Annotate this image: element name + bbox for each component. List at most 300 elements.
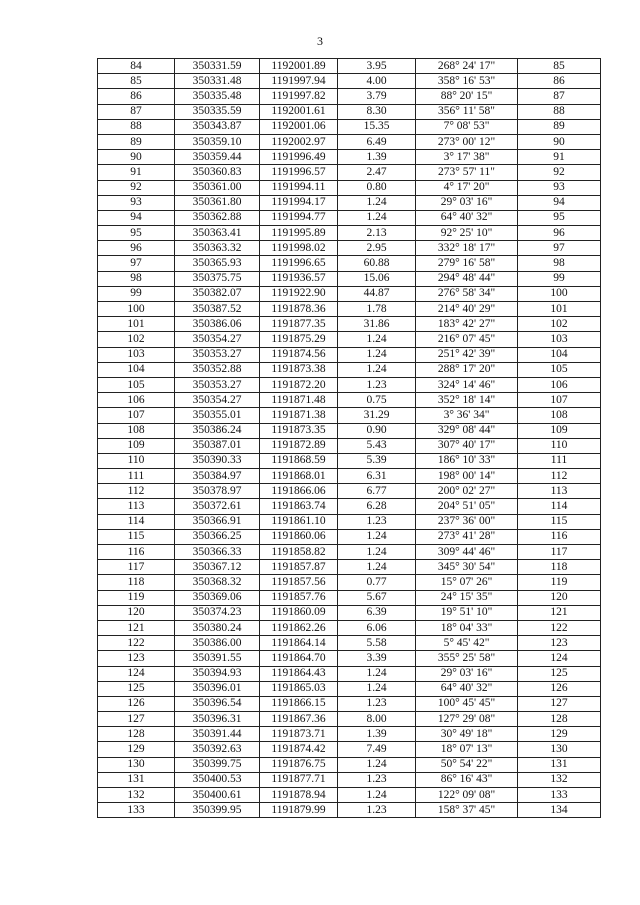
bearing-cell: 4° 17' 20" xyxy=(416,180,518,195)
y-coordinate-cell: 1191872.20 xyxy=(260,377,338,392)
y-coordinate-cell: 1191865.03 xyxy=(260,681,338,696)
y-coordinate-cell: 1191877.35 xyxy=(260,317,338,332)
table-row xyxy=(98,241,601,256)
distance-cell: 1.23 xyxy=(338,772,416,787)
y-coordinate-cell: 1192001.89 xyxy=(260,59,338,74)
point-number-cell: 96 xyxy=(98,241,175,256)
distance-cell: 1.24 xyxy=(338,332,416,347)
point-number-cell: 105 xyxy=(98,377,175,392)
y-coordinate-cell: 1191873.71 xyxy=(260,727,338,742)
next-point-cell: 125 xyxy=(518,666,601,681)
next-point-cell: 118 xyxy=(518,560,601,575)
point-number-cell: 129 xyxy=(98,742,175,757)
next-point-cell: 131 xyxy=(518,757,601,772)
distance-cell: 8.30 xyxy=(338,104,416,119)
bearing-cell: 158° 37' 45" xyxy=(416,803,518,818)
bearing-cell: 88° 20' 15" xyxy=(416,89,518,104)
distance-cell: 6.06 xyxy=(338,620,416,635)
next-point-cell: 127 xyxy=(518,696,601,711)
x-coordinate-cell: 350355.01 xyxy=(175,408,260,423)
distance-cell: 1.23 xyxy=(338,377,416,392)
y-coordinate-cell: 1191997.94 xyxy=(260,74,338,89)
bearing-cell: 273° 41' 28" xyxy=(416,529,518,544)
x-coordinate-cell: 350375.75 xyxy=(175,271,260,286)
bearing-cell: 294° 48' 44" xyxy=(416,271,518,286)
distance-cell: 1.39 xyxy=(338,727,416,742)
point-number-cell: 84 xyxy=(98,59,175,74)
point-number-cell: 111 xyxy=(98,469,175,484)
distance-cell: 31.29 xyxy=(338,408,416,423)
page-number: 3 xyxy=(317,34,323,48)
distance-cell: 5.67 xyxy=(338,590,416,605)
point-number-cell: 104 xyxy=(98,362,175,377)
next-point-cell: 120 xyxy=(518,590,601,605)
distance-cell: 1.24 xyxy=(338,529,416,544)
distance-cell: 0.77 xyxy=(338,575,416,590)
x-coordinate-cell: 350366.91 xyxy=(175,514,260,529)
table-row xyxy=(98,742,601,757)
bearing-cell: 127° 29' 08" xyxy=(416,712,518,727)
next-point-cell: 119 xyxy=(518,575,601,590)
table-row xyxy=(98,757,601,772)
next-point-cell: 106 xyxy=(518,377,601,392)
table-row xyxy=(98,256,601,271)
next-point-cell: 130 xyxy=(518,742,601,757)
next-point-cell: 113 xyxy=(518,484,601,499)
point-number-cell: 131 xyxy=(98,772,175,787)
table-row xyxy=(98,803,601,818)
y-coordinate-cell: 1191994.17 xyxy=(260,195,338,210)
point-number-cell: 127 xyxy=(98,712,175,727)
bearing-cell: 214° 40' 29" xyxy=(416,302,518,317)
x-coordinate-cell: 350374.23 xyxy=(175,605,260,620)
x-coordinate-cell: 350400.53 xyxy=(175,772,260,787)
y-coordinate-cell: 1191867.36 xyxy=(260,712,338,727)
x-coordinate-cell: 350359.10 xyxy=(175,134,260,149)
table-row xyxy=(98,165,601,180)
bearing-cell: 237° 36' 00" xyxy=(416,514,518,529)
y-coordinate-cell: 1191875.29 xyxy=(260,332,338,347)
point-number-cell: 94 xyxy=(98,210,175,225)
x-coordinate-cell: 350361.00 xyxy=(175,180,260,195)
distance-cell: 1.24 xyxy=(338,362,416,377)
bearing-cell: 309° 44' 46" xyxy=(416,545,518,560)
table-row xyxy=(98,605,601,620)
y-coordinate-cell: 1191994.11 xyxy=(260,180,338,195)
bearing-cell: 200° 02' 27" xyxy=(416,484,518,499)
next-point-cell: 94 xyxy=(518,195,601,210)
x-coordinate-cell: 350368.32 xyxy=(175,575,260,590)
bearing-cell: 30° 49' 18" xyxy=(416,727,518,742)
point-number-cell: 92 xyxy=(98,180,175,195)
table-row xyxy=(98,408,601,423)
point-number-cell: 113 xyxy=(98,499,175,514)
point-number-cell: 93 xyxy=(98,195,175,210)
distance-cell: 2.95 xyxy=(338,241,416,256)
point-number-cell: 133 xyxy=(98,803,175,818)
bearing-cell: 7° 08' 53" xyxy=(416,119,518,134)
point-number-cell: 132 xyxy=(98,788,175,803)
x-coordinate-cell: 350399.75 xyxy=(175,757,260,772)
distance-cell: 4.00 xyxy=(338,74,416,89)
table-row xyxy=(98,423,601,438)
y-coordinate-cell: 1191868.01 xyxy=(260,469,338,484)
bearing-cell: 24° 15' 35" xyxy=(416,590,518,605)
table-row xyxy=(98,772,601,787)
point-number-cell: 102 xyxy=(98,332,175,347)
point-number-cell: 124 xyxy=(98,666,175,681)
bearing-cell: 276° 58' 34" xyxy=(416,286,518,301)
next-point-cell: 109 xyxy=(518,423,601,438)
x-coordinate-cell: 350362.88 xyxy=(175,210,260,225)
next-point-cell: 132 xyxy=(518,772,601,787)
y-coordinate-cell: 1191996.65 xyxy=(260,256,338,271)
bearing-cell: 19° 51' 10" xyxy=(416,605,518,620)
distance-cell: 3.79 xyxy=(338,89,416,104)
x-coordinate-cell: 350343.87 xyxy=(175,119,260,134)
distance-cell: 6.28 xyxy=(338,499,416,514)
distance-cell: 1.39 xyxy=(338,150,416,165)
x-coordinate-cell: 350387.01 xyxy=(175,438,260,453)
next-point-cell: 121 xyxy=(518,605,601,620)
x-coordinate-cell: 350400.61 xyxy=(175,788,260,803)
bearing-cell: 100° 45' 45" xyxy=(416,696,518,711)
bearing-cell: 29° 03' 16" xyxy=(416,195,518,210)
distance-cell: 0.80 xyxy=(338,180,416,195)
y-coordinate-cell: 1191876.75 xyxy=(260,757,338,772)
point-number-cell: 98 xyxy=(98,271,175,286)
distance-cell: 3.39 xyxy=(338,651,416,666)
next-point-cell: 97 xyxy=(518,241,601,256)
x-coordinate-cell: 350386.06 xyxy=(175,317,260,332)
point-number-cell: 107 xyxy=(98,408,175,423)
point-number-cell: 108 xyxy=(98,423,175,438)
bearing-cell: 329° 08' 44" xyxy=(416,423,518,438)
point-number-cell: 101 xyxy=(98,317,175,332)
bearing-cell: 204° 51' 05" xyxy=(416,499,518,514)
table-row xyxy=(98,317,601,332)
table-row xyxy=(98,727,601,742)
y-coordinate-cell: 1191857.76 xyxy=(260,590,338,605)
distance-cell: 0.90 xyxy=(338,423,416,438)
next-point-cell: 122 xyxy=(518,620,601,635)
table-row xyxy=(98,712,601,727)
distance-cell: 2.47 xyxy=(338,165,416,180)
x-coordinate-cell: 350396.31 xyxy=(175,712,260,727)
distance-cell: 44.87 xyxy=(338,286,416,301)
distance-cell: 1.24 xyxy=(338,195,416,210)
point-number-cell: 100 xyxy=(98,302,175,317)
y-coordinate-cell: 1191879.99 xyxy=(260,803,338,818)
distance-cell: 3.95 xyxy=(338,59,416,74)
table-row xyxy=(98,210,601,225)
distance-cell: 5.43 xyxy=(338,438,416,453)
x-coordinate-cell: 350366.25 xyxy=(175,529,260,544)
table-row xyxy=(98,332,601,347)
x-coordinate-cell: 350391.55 xyxy=(175,651,260,666)
y-coordinate-cell: 1191996.57 xyxy=(260,165,338,180)
point-number-cell: 109 xyxy=(98,438,175,453)
distance-cell: 5.39 xyxy=(338,453,416,468)
x-coordinate-cell: 350359.44 xyxy=(175,150,260,165)
table-row xyxy=(98,636,601,651)
next-point-cell: 95 xyxy=(518,210,601,225)
distance-cell: 1.24 xyxy=(338,545,416,560)
x-coordinate-cell: 350387.52 xyxy=(175,302,260,317)
distance-cell: 1.23 xyxy=(338,696,416,711)
x-coordinate-cell: 350369.06 xyxy=(175,590,260,605)
next-point-cell: 129 xyxy=(518,727,601,742)
point-number-cell: 97 xyxy=(98,256,175,271)
next-point-cell: 99 xyxy=(518,271,601,286)
bearing-cell: 324° 14' 46" xyxy=(416,377,518,392)
coordinates-table xyxy=(97,58,601,818)
table-row xyxy=(98,560,601,575)
table-row xyxy=(98,150,601,165)
table-row xyxy=(98,651,601,666)
bearing-cell: 216° 07' 45" xyxy=(416,332,518,347)
next-point-cell: 124 xyxy=(518,651,601,666)
y-coordinate-cell: 1191874.42 xyxy=(260,742,338,757)
point-number-cell: 120 xyxy=(98,605,175,620)
bearing-cell: 279° 16' 58" xyxy=(416,256,518,271)
x-coordinate-cell: 350353.27 xyxy=(175,347,260,362)
x-coordinate-cell: 350386.00 xyxy=(175,636,260,651)
next-point-cell: 96 xyxy=(518,226,601,241)
bearing-cell: 268° 24' 17" xyxy=(416,59,518,74)
distance-cell: 6.31 xyxy=(338,469,416,484)
bearing-cell: 3° 17' 38" xyxy=(416,150,518,165)
distance-cell: 60.88 xyxy=(338,256,416,271)
next-point-cell: 98 xyxy=(518,256,601,271)
y-coordinate-cell: 1191994.77 xyxy=(260,210,338,225)
x-coordinate-cell: 350353.27 xyxy=(175,377,260,392)
next-point-cell: 134 xyxy=(518,803,601,818)
table-row xyxy=(98,788,601,803)
distance-cell: 1.23 xyxy=(338,803,416,818)
y-coordinate-cell: 1191857.87 xyxy=(260,560,338,575)
distance-cell: 1.78 xyxy=(338,302,416,317)
point-number-cell: 123 xyxy=(98,651,175,666)
x-coordinate-cell: 350363.32 xyxy=(175,241,260,256)
bearing-cell: 92° 25' 10" xyxy=(416,226,518,241)
distance-cell: 1.24 xyxy=(338,788,416,803)
table-row xyxy=(98,575,601,590)
point-number-cell: 99 xyxy=(98,286,175,301)
table-row xyxy=(98,590,601,605)
next-point-cell: 102 xyxy=(518,317,601,332)
next-point-cell: 105 xyxy=(518,362,601,377)
point-number-cell: 117 xyxy=(98,560,175,575)
y-coordinate-cell: 1191858.82 xyxy=(260,545,338,560)
distance-cell: 1.24 xyxy=(338,666,416,681)
bearing-cell: 183° 42' 27" xyxy=(416,317,518,332)
table-row xyxy=(98,377,601,392)
x-coordinate-cell: 350365.93 xyxy=(175,256,260,271)
point-number-cell: 103 xyxy=(98,347,175,362)
point-number-cell: 110 xyxy=(98,453,175,468)
next-point-cell: 123 xyxy=(518,636,601,651)
y-coordinate-cell: 1191874.56 xyxy=(260,347,338,362)
distance-cell: 1.24 xyxy=(338,210,416,225)
y-coordinate-cell: 1191861.10 xyxy=(260,514,338,529)
table-row xyxy=(98,453,601,468)
y-coordinate-cell: 1191857.56 xyxy=(260,575,338,590)
x-coordinate-cell: 350352.88 xyxy=(175,362,260,377)
point-number-cell: 106 xyxy=(98,393,175,408)
next-point-cell: 86 xyxy=(518,74,601,89)
distance-cell: 31.86 xyxy=(338,317,416,332)
x-coordinate-cell: 350335.59 xyxy=(175,104,260,119)
table-row xyxy=(98,119,601,134)
bearing-cell: 18° 04' 33" xyxy=(416,620,518,635)
bearing-cell: 5° 45' 42" xyxy=(416,636,518,651)
bearing-cell: 358° 16' 53" xyxy=(416,74,518,89)
point-number-cell: 91 xyxy=(98,165,175,180)
x-coordinate-cell: 350363.41 xyxy=(175,226,260,241)
distance-cell: 5.58 xyxy=(338,636,416,651)
point-number-cell: 89 xyxy=(98,134,175,149)
y-coordinate-cell: 1191864.14 xyxy=(260,636,338,651)
y-coordinate-cell: 1191995.89 xyxy=(260,226,338,241)
point-number-cell: 90 xyxy=(98,150,175,165)
point-number-cell: 130 xyxy=(98,757,175,772)
y-coordinate-cell: 1191860.09 xyxy=(260,605,338,620)
next-point-cell: 117 xyxy=(518,545,601,560)
next-point-cell: 89 xyxy=(518,119,601,134)
y-coordinate-cell: 1191936.57 xyxy=(260,271,338,286)
bearing-cell: 122° 09' 08" xyxy=(416,788,518,803)
distance-cell: 1.24 xyxy=(338,560,416,575)
y-coordinate-cell: 1192002.97 xyxy=(260,134,338,149)
table-row xyxy=(98,681,601,696)
x-coordinate-cell: 350335.48 xyxy=(175,89,260,104)
y-coordinate-cell: 1192001.61 xyxy=(260,104,338,119)
point-number-cell: 122 xyxy=(98,636,175,651)
y-coordinate-cell: 1191871.48 xyxy=(260,393,338,408)
bearing-cell: 273° 57' 11" xyxy=(416,165,518,180)
table-row xyxy=(98,195,601,210)
y-coordinate-cell: 1191997.82 xyxy=(260,89,338,104)
bearing-cell: 29° 03' 16" xyxy=(416,666,518,681)
next-point-cell: 85 xyxy=(518,59,601,74)
distance-cell: 6.77 xyxy=(338,484,416,499)
table-row xyxy=(98,545,601,560)
y-coordinate-cell: 1191866.15 xyxy=(260,696,338,711)
x-coordinate-cell: 350391.44 xyxy=(175,727,260,742)
next-point-cell: 111 xyxy=(518,453,601,468)
table-row xyxy=(98,180,601,195)
x-coordinate-cell: 350331.59 xyxy=(175,59,260,74)
table-row xyxy=(98,514,601,529)
x-coordinate-cell: 350361.80 xyxy=(175,195,260,210)
next-point-cell: 100 xyxy=(518,286,601,301)
point-number-cell: 121 xyxy=(98,620,175,635)
table-row xyxy=(98,226,601,241)
bearing-cell: 3° 36' 34" xyxy=(416,408,518,423)
y-coordinate-cell: 1191864.43 xyxy=(260,666,338,681)
point-number-cell: 112 xyxy=(98,484,175,499)
table-row xyxy=(98,484,601,499)
x-coordinate-cell: 350394.93 xyxy=(175,666,260,681)
distance-cell: 1.23 xyxy=(338,514,416,529)
distance-cell: 7.49 xyxy=(338,742,416,757)
bearing-cell: 86° 16' 43" xyxy=(416,772,518,787)
table-row xyxy=(98,134,601,149)
distance-cell: 15.35 xyxy=(338,119,416,134)
table-row xyxy=(98,347,601,362)
table-row xyxy=(98,362,601,377)
bearing-cell: 352° 18' 14" xyxy=(416,393,518,408)
bearing-cell: 186° 10' 33" xyxy=(416,453,518,468)
table-row xyxy=(98,393,601,408)
table-row xyxy=(98,438,601,453)
point-number-cell: 85 xyxy=(98,74,175,89)
table-row xyxy=(98,666,601,681)
x-coordinate-cell: 350382.07 xyxy=(175,286,260,301)
distance-cell: 1.24 xyxy=(338,757,416,772)
table-row xyxy=(98,59,601,74)
y-coordinate-cell: 1191860.06 xyxy=(260,529,338,544)
next-point-cell: 104 xyxy=(518,347,601,362)
table-row xyxy=(98,271,601,286)
distance-cell: 6.39 xyxy=(338,605,416,620)
x-coordinate-cell: 350366.33 xyxy=(175,545,260,560)
y-coordinate-cell: 1191996.49 xyxy=(260,150,338,165)
bearing-cell: 273° 00' 12" xyxy=(416,134,518,149)
y-coordinate-cell: 1191877.71 xyxy=(260,772,338,787)
next-point-cell: 114 xyxy=(518,499,601,514)
point-number-cell: 126 xyxy=(98,696,175,711)
table-row xyxy=(98,286,601,301)
distance-cell: 1.24 xyxy=(338,681,416,696)
y-coordinate-cell: 1191873.35 xyxy=(260,423,338,438)
table-row xyxy=(98,104,601,119)
distance-cell: 6.49 xyxy=(338,134,416,149)
table-row xyxy=(98,302,601,317)
x-coordinate-cell: 350331.48 xyxy=(175,74,260,89)
bearing-cell: 64° 40' 32" xyxy=(416,210,518,225)
point-number-cell: 119 xyxy=(98,590,175,605)
distance-cell: 2.13 xyxy=(338,226,416,241)
x-coordinate-cell: 350360.83 xyxy=(175,165,260,180)
bearing-cell: 332° 18' 17" xyxy=(416,241,518,256)
table-row xyxy=(98,89,601,104)
x-coordinate-cell: 350367.12 xyxy=(175,560,260,575)
y-coordinate-cell: 1191873.38 xyxy=(260,362,338,377)
next-point-cell: 116 xyxy=(518,529,601,544)
next-point-cell: 101 xyxy=(518,302,601,317)
bearing-cell: 64° 40' 32" xyxy=(416,681,518,696)
y-coordinate-cell: 1191922.90 xyxy=(260,286,338,301)
bearing-cell: 307° 40' 17" xyxy=(416,438,518,453)
point-number-cell: 88 xyxy=(98,119,175,134)
y-coordinate-cell: 1191998.02 xyxy=(260,241,338,256)
bearing-cell: 50° 54' 22" xyxy=(416,757,518,772)
next-point-cell: 112 xyxy=(518,469,601,484)
bearing-cell: 251° 42' 39" xyxy=(416,347,518,362)
next-point-cell: 133 xyxy=(518,788,601,803)
y-coordinate-cell: 1191864.70 xyxy=(260,651,338,666)
point-number-cell: 125 xyxy=(98,681,175,696)
point-number-cell: 115 xyxy=(98,529,175,544)
x-coordinate-cell: 350354.27 xyxy=(175,332,260,347)
x-coordinate-cell: 350372.61 xyxy=(175,499,260,514)
y-coordinate-cell: 1192001.06 xyxy=(260,119,338,134)
table-row xyxy=(98,499,601,514)
table-row xyxy=(98,469,601,484)
distance-cell: 15.06 xyxy=(338,271,416,286)
